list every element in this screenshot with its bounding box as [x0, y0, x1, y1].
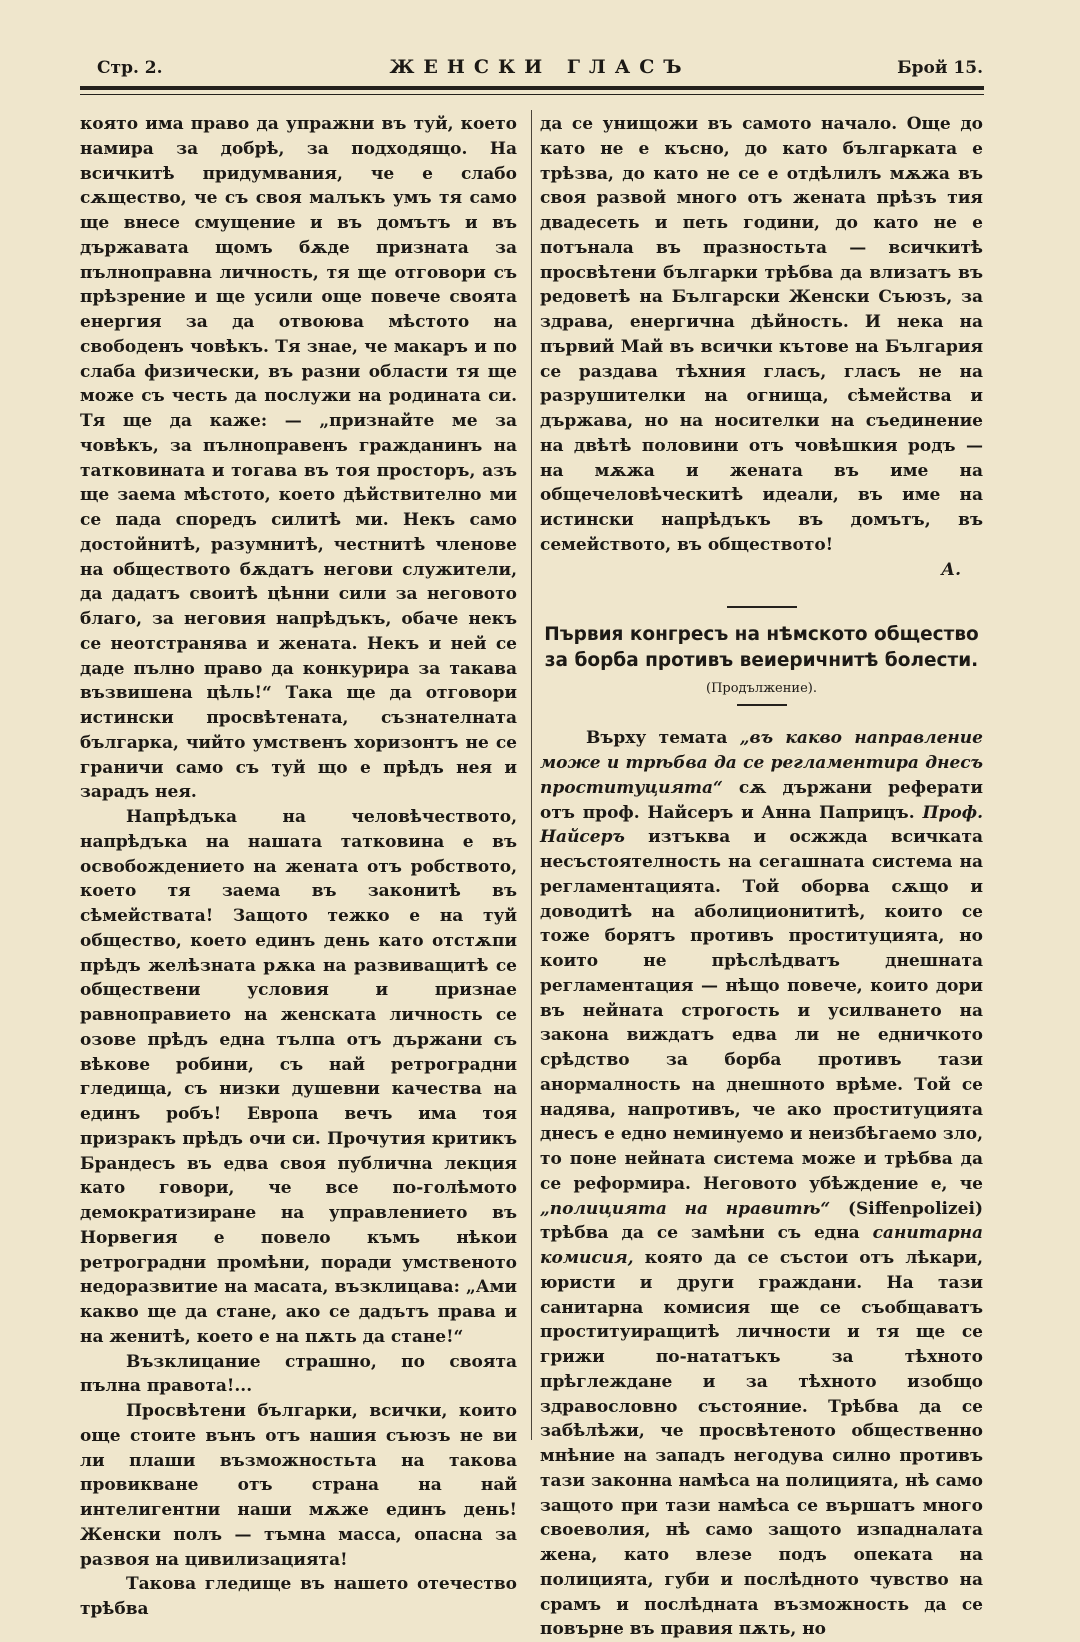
page-number: Стр. 2. — [97, 58, 163, 78]
page-header — [97, 52, 983, 86]
left-paragraph-3: Възклицание страшно, по своята пълна правота!... — [80, 1351, 517, 1397]
left-paragraph-1: която има право да упражни въ туй, което намира за добрѣ, за подходящо. На всичкитѣ придумвания, че е слабо сѫщество, че съ своя малъкъ умъ тя само ще внесе смущение и въ домътъ и въ държавата щомъ бѫде призната за пълноправна личность, тя ще отговори съ прѣзрение и ще усили още повече своята енергия за да отвоюва мѣстото на свободенъ човѣкъ. Тя знае, че макаръ и по слаба физически, въ разни области тя ще може съ честь да послужи на родината си. Тя ще да каже: — „признайте ме за човѣкъ, за пълноправенъ гражданинъ на татковината и тогава въ тоя просторъ, азъ ще заема мѣстото, което дѣйствително ми се пада споредъ силитѣ ми. Некъ само достойнитѣ, разумнитѣ, честнитѣ членове на обществото бѫдатъ негови служители, да дадатъ своитѣ цѣнни сили за неговото благо, за неговия напрѣдъкъ, обаче некъ се неотстранява и жената. Некъ и ней се даде пълно право да конкурира за такава възвишена цѣль!“ Така ще да отговори истински просвѣтената, съзнателната българка, чийто умственъ хоризонтъ не се граничи само съ туй що е прѣдъ нея и зарадъ нея. — [80, 114, 517, 803]
column-divider — [531, 110, 532, 1440]
commission-term: санитарна комисия, — [540, 1223, 983, 1268]
topic-text: „въ какво направление може и трѣбва да се регламентира днесъ проституцията“ — [540, 728, 983, 798]
article-separator — [727, 606, 797, 608]
continuation-note: (Продължение). — [706, 681, 817, 697]
left-paragraph-5: Такова гледище въ нашето отечество трѣбва — [80, 1574, 517, 1619]
right-column — [540, 112, 983, 1642]
left-column — [80, 112, 517, 1622]
decorative-rule — [737, 704, 787, 706]
german-term: (Siffenpolizei) трѣбва да се замѣни съ една — [540, 1198, 983, 1244]
left-paragraph-2: Напрѣдъка на человѣчеството, напрѣдъка на нашата татковина е въ освобождението на жената отъ робството, което тя заема въ законитѣ въ сѣмействата! Защото тежко е на туй общество, което единъ день като отстѫпи прѣдъ желѣзната рѫка на развиващитѣ се обществени условия и признае равноправието на женската личность се озове прѣдъ една тълпа отъ държани съ вѣкове робини, съ най ретроградни гледища, съ низки душевни качества на единъ робъ! Европа вечъ има тоя призракъ прѣдъ очи си. Прочутия критикъ Брандесъ въ едва своя публична лекция като говори, че все по-голѣмото демократизиране на управлението въ Норвегия е повело къмъ нѣкои ретроградни промѣни, поради умственото недоразвитие на масата, възклицава: „Ами какво ще да стане, ако се дадътъ права и на женитѣ, което е на пѫть да стане!“ — [80, 807, 517, 1347]
left-paragraph-4: Просвѣтени българки, всички, които още стоите вънъ отъ нашия съюзъ не ви ли плаши възможностьта на такова провикване отъ страна на най интелигентни наши мѫже единъ день! Женски полъ — тъмна масса, опасна за развоя на цивилизацията! — [80, 1401, 517, 1570]
issue-number: Брой 15. — [897, 58, 983, 78]
header-rule-thin — [80, 94, 984, 95]
header-rule-thick — [80, 86, 984, 90]
police-term: „полицията на нравитѣ“ — [540, 1198, 831, 1219]
body-text: изтъква и осжжда всичката несъстоятелность на сегашната система на регламентацията. Той оборва сѫщо и доводитѣ на аболиционититѣ, които се тоже борятъ противъ проституцията, но които не прѣслѣдватъ днешната регламентация — нѣщо повече, които дори въ нейната строгость и усилването на закона виждатъ едва ли не едничкото срѣдство за борба противъ тази анормалность на днешното врѣме. Той се надява, напротивъ, че ако проституцията днесъ е едно неминуемо и неизбѣгаемо зло, то поне нейната система може и трѣбва да се реформира. Неговото убѣждение е, че — [540, 827, 983, 1194]
newspaper-title: ЖЕНСКИ ГЛАСЪ — [389, 56, 691, 78]
lead-text: Върху темата — [586, 728, 728, 749]
article-paragraph-1 — [540, 726, 983, 1642]
speakers-text: сѫ държани реферати отъ проф. Найсеръ и Анна Паприцъ. — [540, 777, 983, 823]
article-title: Първия конгресъ на нѣмското общество за борба противъ веиеричнитѣ болести. — [544, 624, 979, 672]
body-text-end: която да се състои отъ лѣкари, юристи и други граждани. На тази санитарна комисия ще се съобщаватъ проституиращитѣ личности и тя ще се грижи по-нататъкъ за тѣхното прѣглеждане и за тѣхното изобщо здравословно състояние. Трѣбва да се забѣлѣжи, че просвѣтеното общественно мнѣние на западъ негодува силно противъ тази законна намѣса на полицията, нѣ само защото при тази намѣса се вършатъ много своеволия, нѣ само защото изпадналата жена, като влезе подъ опеката на полицията, губи и послѣдното чувство на срамъ и послѣдната възможность да се повърне въ правия пѫть, но — [540, 1248, 983, 1640]
right-paragraph-1: да се унищожи въ самото начало. Още до като не е късно, до като българката е трѣзва, до като не се е отдѣлилъ мѫжа въ своя развой много отъ жената прѣзъ тия двадесеть и петь години, до като не е потънала въ празностьта — всичкитѣ просвѣтени българки трѣбва да влизатъ въ редоветѣ на Български Женски Съюзъ, за здрава, енергична дѣйность. И нека на първий Май въ всички кътове на България се раздава тѣхния гласъ, гласъ не на разрушителки на огнища, сѣмейства и държава, но на носителки на съединение на двѣтѣ половини отъ човѣшкия родъ — на мѫжа и жената въ име на общечеловѣческитѣ идеали, въ име на истински напрѣдъкъ въ домътъ, въ семейството, въ обществото! — [540, 114, 983, 555]
signature: А. — [941, 559, 961, 580]
professor-name: Проф. Найсеръ — [540, 802, 983, 848]
